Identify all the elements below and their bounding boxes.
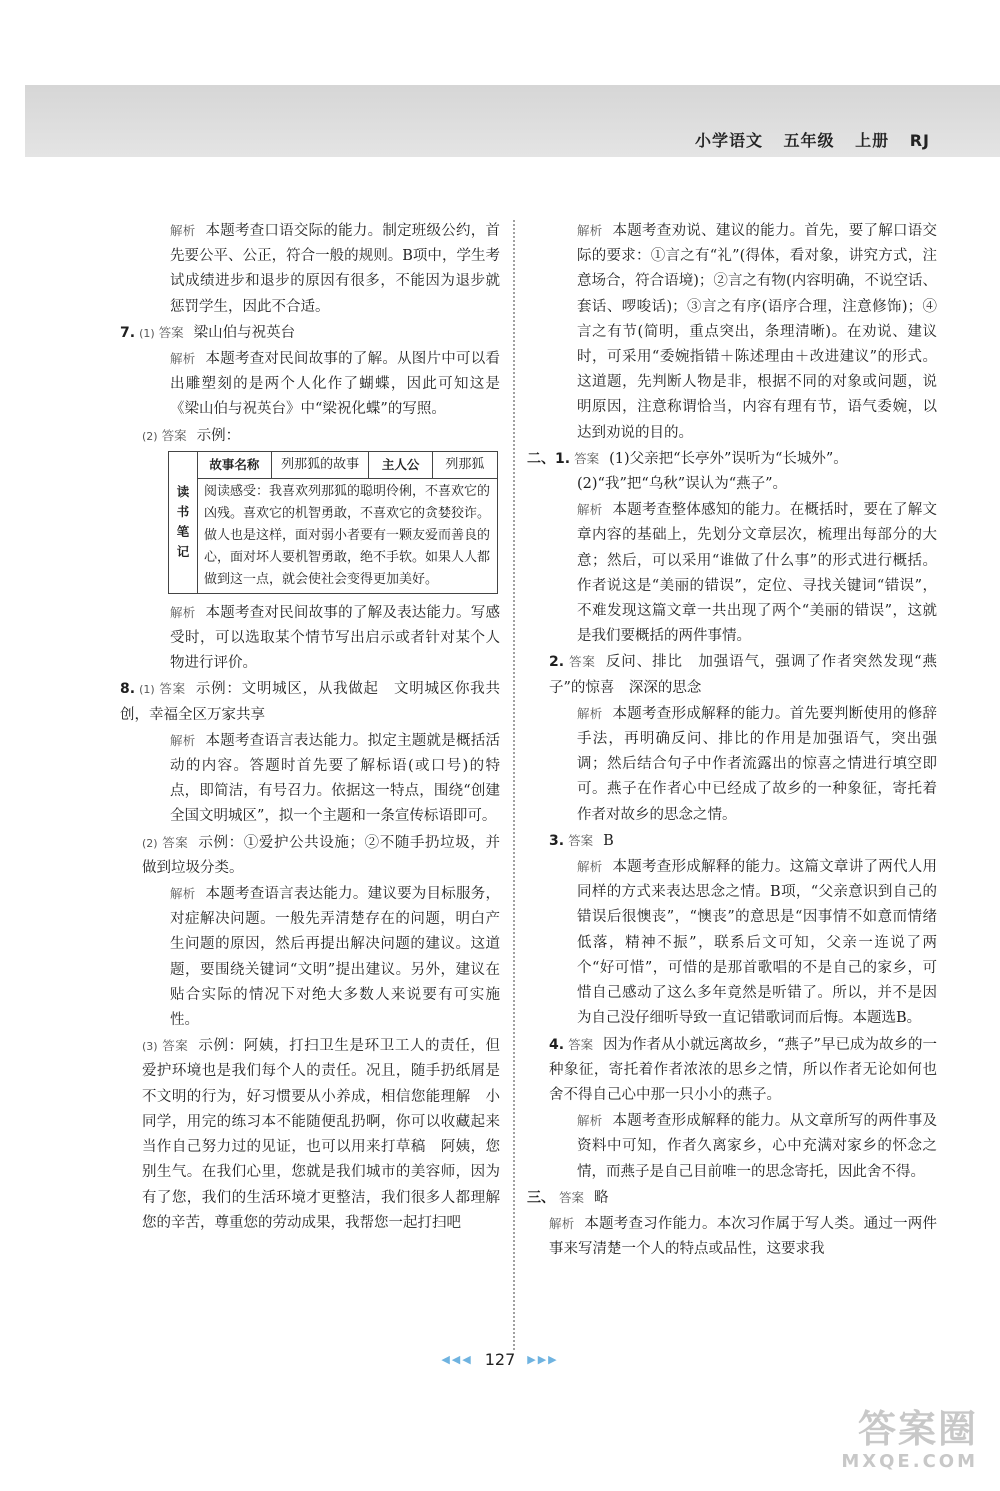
- explanation-label: 解析: [170, 732, 196, 748]
- question-number: 2.: [549, 654, 565, 671]
- explanation-block: [527, 218, 937, 446]
- table-row: [169, 451, 498, 478]
- explanation-text: 本题考查口语交际的能力。制定班级公约，首先要公平、公正，符合一般的规则。B项中，学生考试成绩进步和退步的原因有很多，不能因为退步就惩罚学生，因此不合适。: [170, 223, 500, 315]
- answer-label: 答案: [568, 1036, 594, 1052]
- next-arrows-icon: ▶▶▶: [527, 1353, 559, 1366]
- explanation-block: [527, 497, 937, 649]
- explanation-text: 本题考查形成解释的能力。首先要判断使用的修辞手法，再明确反问、排比的作用是加强语气，突出强调；然后结合句子中作者流露出的惊喜之情进行填空即可。燕子在作者心中已经成了故乡的一种象征，寄托着作者对故乡的思念之情。: [577, 705, 937, 823]
- answer-text: 示例：文明城区，从我做起 文明城区你我共创，幸福全区万家共享: [120, 681, 500, 723]
- table-corner: [169, 451, 198, 593]
- question-number: 二、1.: [527, 450, 571, 467]
- explanation-block: [527, 701, 937, 828]
- answer-label: 答案: [161, 834, 189, 850]
- left-column: [120, 218, 500, 1236]
- header-volume: 上册: [855, 131, 890, 150]
- explanation-text: 本题考查形成解释的能力。从文章所写的两件事及资料中可知，作者久离家乡，心中充满对家乡的怀念之情，而燕子是自己目前唯一的思念寄托，因此舍不得。: [577, 1113, 937, 1180]
- explanation-label: 解析: [170, 886, 196, 902]
- explanation-text: 本题考查语言表达能力。拟定主题就是概括活动的内容。答题时首先要了解标语(或口号)的特点，即简洁，有号召力。依据这一特点，围绕“创建全国文明城区”，拟一个主题和一条宣传标语即可。: [170, 732, 500, 825]
- question-3: [527, 1185, 937, 1211]
- explanation-block: [120, 218, 500, 320]
- table-side-label: 读书笔记: [176, 484, 190, 560]
- explanation-block: [120, 728, 500, 830]
- explanation-label: 解析: [170, 223, 196, 238]
- right-column: [527, 218, 937, 1262]
- answer-text: 示例：: [196, 427, 241, 444]
- table-header-story: 故事名称: [198, 451, 272, 478]
- question-2-1: [527, 446, 937, 472]
- watermark-text: 答案圈: [857, 1407, 978, 1451]
- table-cell-note: 阅读感受：我喜欢列那狐的聪明伶俐，不喜欢它的凶残。喜欢它的机智勇敢，不喜欢它的贪婪狡诈。做人也是这样，面对弱小者要有一颗友爱而善良的心，面对坏人要机智勇敢，绝不手软。如果人人都做到这一点，就会使社会变得更加美好。: [198, 478, 498, 593]
- explanation-block: [527, 1211, 937, 1262]
- question-number: 3.: [549, 832, 565, 849]
- question-number: 7.: [120, 324, 136, 341]
- explanation-label: 解析: [577, 502, 603, 518]
- answer-text: 梁山伯与祝英台: [193, 324, 296, 341]
- question-8-1: [120, 676, 500, 727]
- question-number: 8.: [120, 681, 136, 698]
- explanation-label: 解析: [577, 223, 603, 238]
- answer-continuation: [527, 472, 937, 497]
- explanation-label: 解析: [577, 705, 603, 721]
- answer-label: 答案: [161, 1038, 189, 1054]
- question-8-3: [120, 1033, 500, 1236]
- answer-label: 答案: [559, 1189, 585, 1205]
- explanation-text: 本题考查习作能力。本次习作属于写人类。通过一两件事来写清楚一个人的特点或品性，这要求我: [549, 1215, 937, 1258]
- answer-text: 示例：阿姨，打扫卫生是环卫工人的责任，但爱护环境也是我们每个人的责任。况且，随手扔纸屑是不文明的行为，好习惯要从小养成，相信您能理解 小同学，用完的练习本不能随便乱扔啊，你可以收藏起来当作自己努力过的见证，也可以用来打草稿 阿姨，您别生气。在我们心里，您就是我们城市的美容师，因为有了您，我们的生活环境才更整洁，我们很多人都理解您的辛苦，尊重您的劳动成果，我帮您一起打扫吧: [142, 1038, 500, 1231]
- explanation-block: [527, 854, 937, 1031]
- page-footer: [0, 1350, 1000, 1369]
- explanation-block: [120, 600, 500, 677]
- question-2-3: [527, 828, 937, 854]
- question-8-2: [120, 830, 500, 881]
- answer-label: 答案: [158, 324, 184, 340]
- answer-label: 答案: [161, 427, 187, 443]
- answer-text: B: [603, 832, 614, 849]
- question-2-2: [527, 649, 937, 700]
- explanation-label: 解析: [577, 859, 603, 875]
- question-7-2: [120, 423, 500, 449]
- question-number: 三、: [527, 1189, 555, 1206]
- header-subject: 小学语文: [694, 131, 763, 150]
- page-header: [681, 128, 930, 151]
- explanation-text: 本题考查对民间故事的了解。从图片中可以看出雕塑刻的是两个人化作了蝴蝶，因此可知这是《梁山伯与祝英台》中“梁祝化蝶”的写照。: [170, 351, 500, 418]
- prev-arrows-icon: ◀◀◀: [441, 1353, 473, 1366]
- explanation-block: [120, 346, 500, 423]
- explanation-text: 本题考查劝说、建议的能力。首先，要了解口语交际的要求：①言之有“礼”(得体，看对象，讲究方式，注意场合，符合语境)；②言之有物(内容明确，不说空话、套话、啰唆话)；③言之有序(语序合理，注意修饰)；④言之有节(简明，重点突出，条理清晰)。在劝说、建议时，可采用“委婉指错＋陈述理由＋改进建议”的形式。这道题，先判断人物是非，根据不同的对象或问题，说明原因，注意称谓恰当，内容有理有节，语气委婉，以达到劝说的目的。: [577, 223, 937, 441]
- watermark-logo: [778, 1407, 978, 1479]
- watermark-url: MXQE.COM: [841, 1451, 978, 1472]
- question-number: 4.: [549, 1036, 565, 1053]
- answer-label: 答案: [574, 450, 600, 466]
- answer-text: 示例：①爱护公共设施；②不随手扔垃圾，并做到垃圾分类。: [142, 834, 500, 876]
- header-grade: 五年级: [783, 131, 835, 150]
- sub-number: (1): [139, 683, 155, 697]
- reading-note-table: [168, 451, 498, 594]
- header-edition: RJ: [909, 131, 930, 150]
- explanation-label: 解析: [170, 604, 196, 620]
- explanation-block: [120, 881, 500, 1033]
- explanation-text: 本题考查形成解释的能力。这篇文章讲了两代人用同样的方式来表达思念之情。B项，“父亲意识到自己的错误后很懊丧”，“懊丧”的意思是“因事情不如意而情绪低落，精神不振”，联系后文可知，父亲一连说了两个“好可惜”，可惜的是那首歌唱的不是自己的家乡，可惜自己感动了这么多年竟然是听错了。所以，并不是因为自己没仔细听导致一直记错歌词而后悔。本题选B。: [577, 859, 937, 1027]
- explanation-label: 解析: [549, 1215, 575, 1231]
- page-number: 127: [484, 1350, 516, 1369]
- explanation-text: 本题考查对民间故事的了解及表达能力。写感受时，可以选取某个情节写出启示或者针对某个人物进行评价。: [170, 604, 500, 672]
- answer-text: 因为作者从小就远离故乡，“燕子”早已成为故乡的一种象征，寄托着作者浓浓的思乡之情，所以作者无论如何也舍不得自己心中那一只小小的燕子。: [549, 1036, 937, 1103]
- sub-number: (3): [142, 1040, 158, 1054]
- answer-label: 答案: [568, 654, 596, 670]
- table-cell-story: 列那狐的故事: [271, 451, 368, 478]
- explanation-text: 本题考查语言表达能力。建议要为目标服务，对症解决问题。一般先弄清楚存在的问题，明白产生问题的原因，然后再提出解决问题的建议。这道题，要围绕关键词“文明”提出建议。另外，建议在贴合实际的情况下对绝大多数人来说要有可实施性。: [170, 886, 500, 1029]
- explanation-block: [527, 1108, 937, 1185]
- explanation-text: 本题考查整体感知的能力。在概括时，要在了解文章内容的基础上，先划分文章层次，梳理出每部分的大意；然后，可以采用“谁做了什么事”的形式进行概括。作者说这是“美丽的错误”，定位、寻找关键词“错误”，不难发现这篇文章一共出现了两个“美丽的错误”，这就是我们要概括的两件事情。: [577, 502, 937, 645]
- explanation-label: 解析: [577, 1113, 603, 1129]
- question-2-4: [527, 1032, 937, 1109]
- table-row: [169, 478, 498, 593]
- sub-number: (2): [142, 429, 158, 443]
- explanation-label: 解析: [170, 351, 196, 367]
- sub-number: (2): [142, 836, 158, 850]
- table-cell-hero: 列那狐: [432, 451, 497, 478]
- sub-number: (1): [139, 326, 155, 340]
- table-header-hero: 主人公: [369, 451, 432, 478]
- answer-label: 答案: [158, 681, 186, 697]
- answer-text: (1)父亲把“长亭外”误听为“长城外”。: [609, 450, 848, 467]
- answer-text: 反问、排比 加强语气，强调了作者突然发现“燕子”的惊喜 深深的思念: [549, 654, 937, 696]
- question-7-1: [120, 320, 500, 346]
- column-divider: [513, 220, 515, 1350]
- answer-text: (2)“我”把“乌秋”误认为“燕子”。: [577, 476, 788, 493]
- answer-label: 答案: [568, 832, 594, 848]
- answer-text: 略: [594, 1189, 609, 1206]
